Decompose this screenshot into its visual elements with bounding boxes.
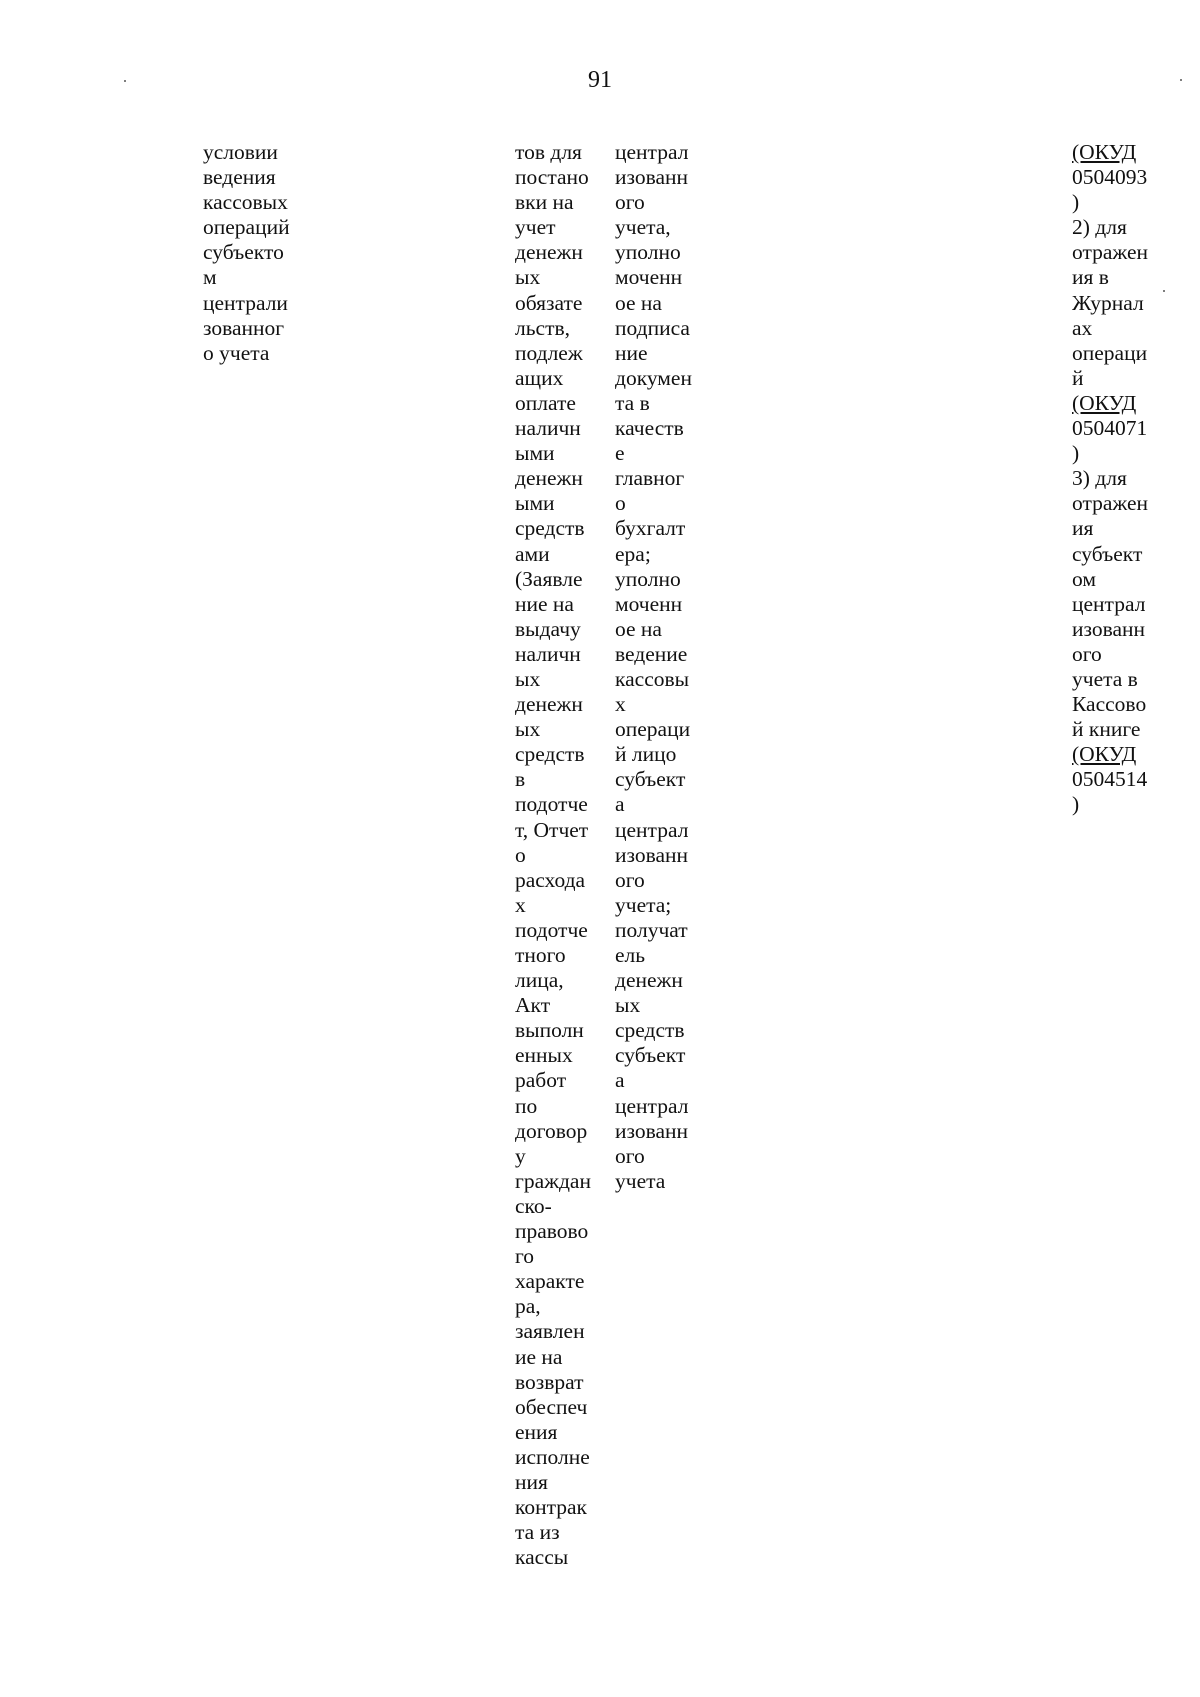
cell-line: операций <box>203 215 290 240</box>
cell-line: Журнал <box>1072 290 1144 315</box>
cell-line: ом <box>1072 566 1096 591</box>
cell-line: работ <box>515 1068 567 1093</box>
cell-line: кассовы <box>615 666 690 691</box>
cell-line: средств <box>515 516 585 541</box>
table-column-1 <box>203 140 290 366</box>
cell-line: ого <box>615 867 645 892</box>
cell-line: централ <box>615 140 689 164</box>
cell-line: й лицо <box>615 742 677 767</box>
cell-line: (Заявле <box>515 566 583 591</box>
cell-line: денежн <box>515 240 583 265</box>
cell-line: изованн <box>615 165 689 190</box>
cell-line: операци <box>1072 340 1148 365</box>
cell-line: льств, <box>515 315 570 340</box>
cell-line: граждан <box>515 1168 591 1193</box>
cell-line: средств <box>615 1018 685 1043</box>
cell-line: ия <box>1072 516 1094 541</box>
cell-line: ах <box>1072 315 1093 340</box>
cell-line: качеств <box>615 416 684 441</box>
cell-line: средств <box>515 742 585 767</box>
cell-line: у <box>515 1143 526 1168</box>
cell-line: учета <box>615 1168 666 1193</box>
cell-line: выполн <box>515 1018 584 1043</box>
page-number: 91 <box>588 67 612 93</box>
cell-line: подлеж <box>515 340 583 365</box>
cell-line: учета; <box>615 892 672 917</box>
cell-line: изованн <box>615 1118 689 1143</box>
cell-line: та из <box>515 1520 560 1545</box>
cell-line: денежн <box>515 692 583 717</box>
cell-line: обязате <box>515 290 583 315</box>
cell-line: вки на <box>515 190 574 215</box>
cell-line: централ <box>1072 591 1146 616</box>
cell-line: ого <box>1072 641 1102 666</box>
cell-line: ого <box>615 1143 645 1168</box>
cell-line: тного <box>515 943 566 967</box>
table-column-3 <box>615 140 692 1194</box>
cell-line: тов для <box>515 140 582 164</box>
cell-line: главног <box>615 466 685 491</box>
cell-line: ащих <box>515 365 564 390</box>
cell-line: заявлен <box>515 1319 585 1344</box>
cell-line: ние <box>615 340 648 365</box>
cell-line: 0504514 <box>1072 767 1148 792</box>
cell-line: (ОКУД <box>1072 390 1137 415</box>
cell-line: Кассово <box>1072 692 1147 717</box>
scan-speck <box>1180 79 1182 81</box>
cell-line: денежн <box>515 466 583 491</box>
scan-speck <box>124 80 126 82</box>
cell-line: условии <box>203 140 278 164</box>
cell-line: исполне <box>515 1444 590 1469</box>
cell-line: е <box>615 441 625 466</box>
cell-line: уполно <box>615 566 681 591</box>
cell-line: ых <box>515 717 541 742</box>
cell-line: ера; <box>615 541 651 566</box>
cell-line: субъект <box>615 1043 686 1068</box>
cell-line: ) <box>1072 792 1080 817</box>
cell-line: ами <box>515 541 550 566</box>
cell-line: ра, <box>515 1294 541 1319</box>
cell-line: т, Отчет <box>515 817 589 842</box>
cell-line: субъекто <box>203 240 284 265</box>
cell-line: обеспеч <box>515 1394 588 1419</box>
cell-line: ведения <box>203 165 276 190</box>
cell-line: ых <box>515 265 541 290</box>
cell-line: правово <box>515 1219 589 1244</box>
table-column-4 <box>1072 140 1148 818</box>
cell-line: 2) для <box>1072 215 1127 240</box>
cell-line: расхода <box>515 867 586 892</box>
cell-line: ие на <box>515 1344 563 1369</box>
cell-line: учета в <box>1072 666 1138 691</box>
table-column-2 <box>515 140 591 1570</box>
cell-line: получат <box>615 917 688 942</box>
cell-line: уполно <box>615 240 681 265</box>
cell-line: х <box>615 692 626 717</box>
cell-line: 0504093 <box>1072 165 1148 190</box>
cell-line: по <box>515 1093 538 1118</box>
cell-line: постано <box>515 165 589 190</box>
cell-line: ых <box>515 666 541 691</box>
cell-line: ыми <box>515 441 555 466</box>
cell-line: подотче <box>515 792 588 817</box>
scan-speck <box>1163 290 1165 292</box>
cell-line: а <box>615 792 625 817</box>
cell-line: наличн <box>515 641 581 666</box>
cell-line: лица, <box>515 968 564 993</box>
cell-line: х <box>515 892 526 917</box>
cell-line: договор <box>515 1118 588 1143</box>
cell-line: ения <box>515 1419 558 1444</box>
cell-line: ско- <box>515 1193 552 1218</box>
cell-line: Акт <box>515 993 551 1018</box>
cell-line: подписа <box>615 315 690 340</box>
cell-line: ых <box>615 993 641 1018</box>
cell-line: изованн <box>615 842 689 867</box>
cell-line: м <box>203 265 217 290</box>
cell-line: отражен <box>1072 240 1149 265</box>
cell-line: 0504071 <box>1072 416 1148 441</box>
cell-line: кассы <box>515 1545 569 1570</box>
cell-line: ия в <box>1072 265 1109 290</box>
cell-line: контрак <box>515 1495 588 1520</box>
cell-line: бухгалт <box>615 516 686 541</box>
cell-line: изованн <box>1072 616 1146 641</box>
cell-line: о <box>515 842 526 867</box>
cell-line: субъект <box>1072 541 1143 566</box>
cell-line: операци <box>615 717 691 742</box>
cell-line: ) <box>1072 441 1080 466</box>
cell-line: (ОКУД <box>1072 742 1137 767</box>
cell-line: ое на <box>615 290 662 315</box>
cell-line: енных <box>515 1043 573 1068</box>
cell-line: моченн <box>615 265 683 290</box>
cell-line: ое на <box>615 616 662 641</box>
cell-line: ведение <box>615 641 688 666</box>
cell-line: (ОКУД <box>1072 140 1137 164</box>
cell-line: кассовых <box>203 190 288 215</box>
cell-line: централ <box>615 817 689 842</box>
cell-line: оплате <box>515 390 576 415</box>
cell-line: подотче <box>515 917 588 942</box>
cell-line: о <box>615 491 626 516</box>
cell-line: о учета <box>203 340 270 365</box>
cell-line: денежн <box>615 968 683 993</box>
cell-line: го <box>515 1244 535 1269</box>
cell-line: ) <box>1072 190 1080 215</box>
cell-line: учет <box>515 215 556 240</box>
cell-line: та в <box>615 390 650 415</box>
cell-line: выдачу <box>515 616 581 641</box>
cell-line: ель <box>615 943 646 967</box>
cell-line: а <box>615 1068 625 1093</box>
cell-line: ыми <box>515 491 555 516</box>
cell-line: ого <box>615 190 645 215</box>
cell-line: субъект <box>615 767 686 792</box>
cell-line: докумен <box>615 365 692 390</box>
cell-line: возврат <box>515 1369 584 1394</box>
cell-line: централи <box>203 290 288 315</box>
cell-line: централ <box>615 1093 689 1118</box>
cell-line: наличн <box>515 416 581 441</box>
cell-line: й книге <box>1072 717 1141 742</box>
cell-line: отражен <box>1072 491 1149 516</box>
cell-line: характе <box>515 1269 585 1294</box>
cell-line: моченн <box>615 591 683 616</box>
cell-line: зованног <box>203 315 285 340</box>
cell-line: 3) для <box>1072 466 1127 491</box>
cell-line: ние на <box>515 591 574 616</box>
cell-line: в <box>515 767 526 792</box>
cell-line: ния <box>515 1469 548 1494</box>
cell-line: й <box>1072 365 1084 390</box>
cell-line: учета, <box>615 215 671 240</box>
